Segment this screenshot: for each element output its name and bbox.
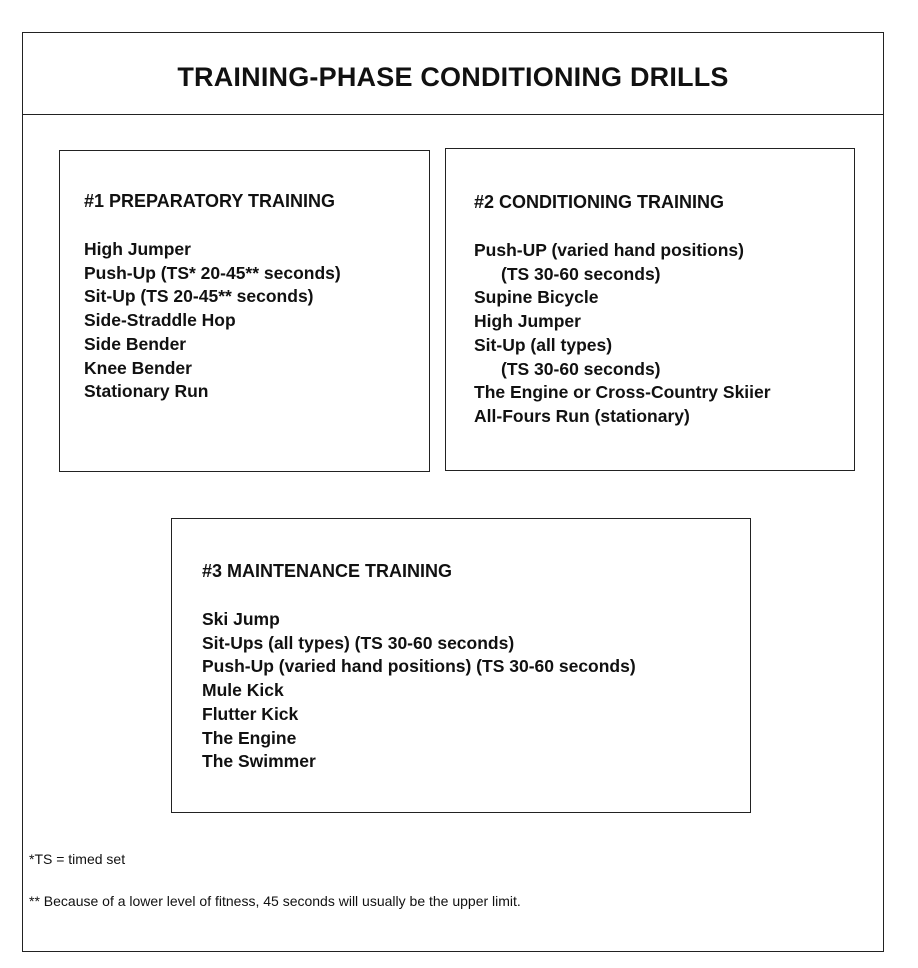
- list-item: Sit-Ups (all types) (TS 30-60 seconds): [202, 632, 515, 653]
- list-item: Stationary Run: [84, 381, 209, 402]
- maintenance-training-heading: #3 MAINTENANCE TRAINING: [202, 561, 453, 581]
- list-item: The Swimmer: [202, 751, 316, 772]
- list-item: High Jumper: [474, 311, 581, 332]
- list-item: All-Fours Run (stationary): [474, 405, 690, 426]
- list-item: Ski Jump: [202, 609, 280, 629]
- list-item-subline: (TS 30-60 seconds): [501, 263, 661, 284]
- list-item: High Jumper: [84, 239, 191, 259]
- page-title: TRAINING-PHASE CONDITIONING DRILLS: [177, 62, 729, 92]
- footnote-upper-limit: ** Because of a lower level of fitness, 45 seconds will usually be the upper limit.: [29, 893, 521, 909]
- preparatory-training-heading: #1 PREPARATORY TRAINING: [84, 191, 336, 211]
- list-item: Sit-Up (TS 20-45** seconds): [84, 286, 314, 307]
- list-item: Knee Bender: [84, 357, 192, 378]
- list-item: The Engine or Cross-Country Skiier: [474, 382, 771, 403]
- list-item: Push-Up (TS* 20-45** seconds): [84, 262, 341, 283]
- list-item: The Engine: [202, 727, 297, 748]
- conditioning-training-heading: #2 CONDITIONING TRAINING: [474, 192, 725, 212]
- list-item: Supine Bicycle: [474, 287, 599, 308]
- list-item: Sit-Up (all types): [474, 334, 613, 355]
- list-item: Side-Straddle Hop: [84, 310, 236, 331]
- list-item: Flutter Kick: [202, 703, 299, 724]
- list-item: Push-Up (varied hand positions) (TS 30-60 seconds): [202, 656, 636, 677]
- preparatory-training-box: [59, 150, 430, 472]
- title-bar: [23, 33, 883, 115]
- list-item-subline: (TS 30-60 seconds): [501, 358, 661, 379]
- conditioning-training-box: [445, 148, 855, 471]
- maintenance-training-box: [171, 518, 751, 813]
- conditioning-training-list: [474, 239, 854, 429]
- list-item: Push-UP (varied hand positions): [474, 240, 744, 260]
- list-item: Mule Kick: [202, 680, 284, 701]
- footnote-timed-set: *TS = timed set: [29, 851, 126, 867]
- document-frame: [22, 32, 884, 952]
- maintenance-training-list: [202, 608, 750, 774]
- list-item: Side Bender: [84, 333, 187, 354]
- preparatory-training-list: [84, 238, 429, 404]
